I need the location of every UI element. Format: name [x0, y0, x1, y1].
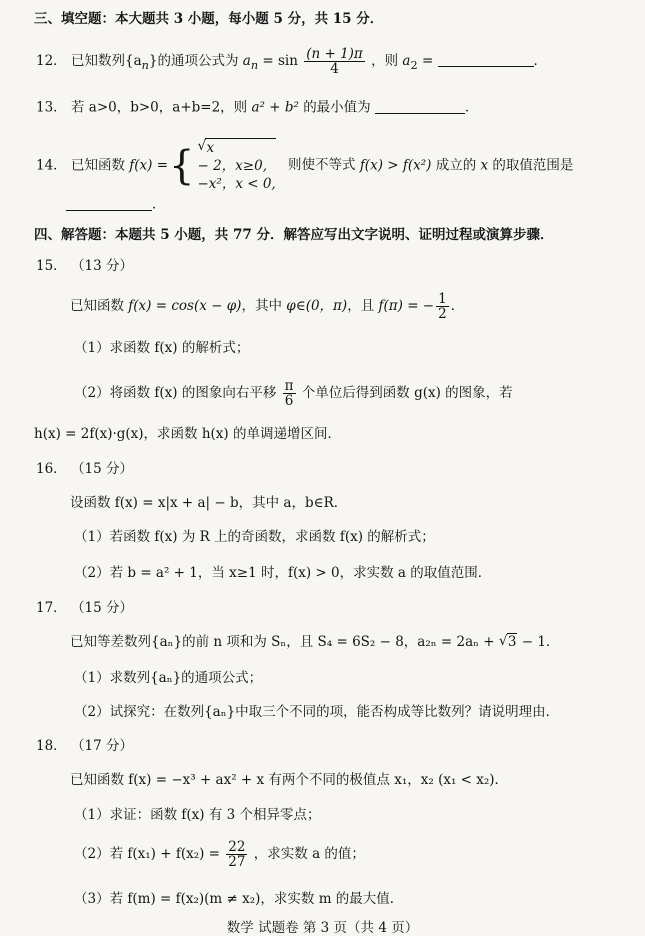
question-16-header	[36, 461, 133, 477]
question-17-part-1: （1）求数列{aₙ}的通项公式；	[74, 670, 263, 686]
question-18-part-3: （3）若 f(m) = f(x₂)(m ≠ x₂)，求实数 m 的最大值．	[74, 891, 404, 907]
answer-blank[interactable]	[66, 196, 152, 211]
score-label: （15 分）	[70, 600, 133, 616]
question-number: 18．	[36, 738, 67, 754]
question-15-part-1: （1）求函数 f(x) 的解析式；	[74, 340, 250, 356]
question-17-header	[36, 600, 133, 616]
question-15-part-2-continued: h(x) = 2f(x)·g(x)，求函数 h(x) 的单调递增区间．	[34, 426, 341, 442]
question-14: 14． 已知函数 f(x) ={ √ x − 2，x≥0, −x²，x < 0, 则使不等式 f(x) > f(x²) 成立的 x 的取值范围是	[36, 138, 573, 194]
question-18-stem: 已知函数 f(x) = −x³ + ax² + x 有两个不同的极值点 x₁，x₂ (x₁ < x₂)．	[70, 772, 509, 788]
question-15-header	[36, 258, 133, 274]
question-number: 17．	[36, 600, 67, 616]
question-17-part-2: （2）试探究：在数列{aₙ}中取三个不同的项，能否构成等比数列？请说明理由．	[74, 704, 560, 720]
question-18-header	[36, 738, 133, 754]
question-number: 13．	[36, 99, 67, 116]
section-4-heading: 四、解答题：本题共 5 小题，共 77 分．解答应写出文字说明、证明过程或演算步骤．	[34, 227, 554, 243]
question-12: 12． 已知数列$\{a_n\}$的通项公式为 $a_n = \sin$ $\frac{(n + 1)\pi}{4}$ ，则 $a_2$ = ．	[36, 46, 548, 78]
question-15-stem: 已知函数 f(x) = cos(x − φ)，其中 φ∈(0，π)，且 f(π) = − $\frac{1}{2}$ ．	[70, 291, 465, 323]
fraction: $\frac{1}{2}$	[438, 291, 447, 323]
fraction: $\frac{22}{27}$	[228, 839, 246, 871]
score-label: （17 分）	[70, 738, 133, 754]
section-3-heading: 三、填空题：本大题共 3 小题，每小题 5 分，共 15 分．	[34, 11, 384, 27]
question-14-answer-line: ．	[66, 196, 166, 213]
answer-blank[interactable]	[375, 99, 465, 114]
page-footer: 数学 试题卷 第 3 页（共 4 页）	[226, 920, 419, 936]
question-number: 15．	[36, 258, 67, 274]
question-number: 12．	[36, 53, 67, 70]
question-17-stem: 已知等差数列{aₙ}的前 n 项和为 Sₙ，且 S₄ = 6S₂ − 8，a₂ₙ = 2aₙ + √ 3 − 1．	[70, 634, 559, 650]
question-16-part-1: （1）若函数 f(x) 为 R 上的奇函数，求函数 f(x) 的解析式；	[74, 529, 435, 545]
question-13: 13． 若 a>0，b>0，a+b=2，则 a² + b² 的最小值为 ．	[36, 99, 479, 116]
question-16-part-2: （2）若 b = a² + 1，当 x≥1 时，f(x) > 0，求实数 a 的取值范围．	[74, 565, 492, 581]
fraction: $\frac{\pi}{6}$	[284, 378, 294, 410]
question-number: 16．	[36, 461, 67, 477]
fraction: $\frac{(n + 1)\pi}{4}$	[306, 46, 363, 78]
answer-blank[interactable]	[438, 53, 534, 68]
score-label: （13 分）	[70, 258, 133, 274]
question-18-part-1: （1）求证：函数 f(x) 有 3 个相异零点；	[74, 807, 321, 823]
question-18-part-2: （2）若 f(x₁) + f(x₂) = $\frac{22}{27}$ ，求实数 a 的值；	[74, 839, 365, 871]
question-number: 14．	[36, 157, 67, 174]
left-brace: {	[169, 142, 195, 189]
piecewise-definition: √ x − 2，x≥0, −x²，x < 0,	[197, 138, 275, 194]
question-15-part-2: （2）将函数 f(x) 的图象向右平移 $\frac{\pi}{6}$ 个单位后得到函数 g(x) 的图象，若	[74, 378, 513, 410]
score-label: （15 分）	[70, 461, 133, 477]
question-16-stem: 设函数 f(x) = x|x + a| − b，其中 a，b∈R．	[70, 495, 348, 511]
